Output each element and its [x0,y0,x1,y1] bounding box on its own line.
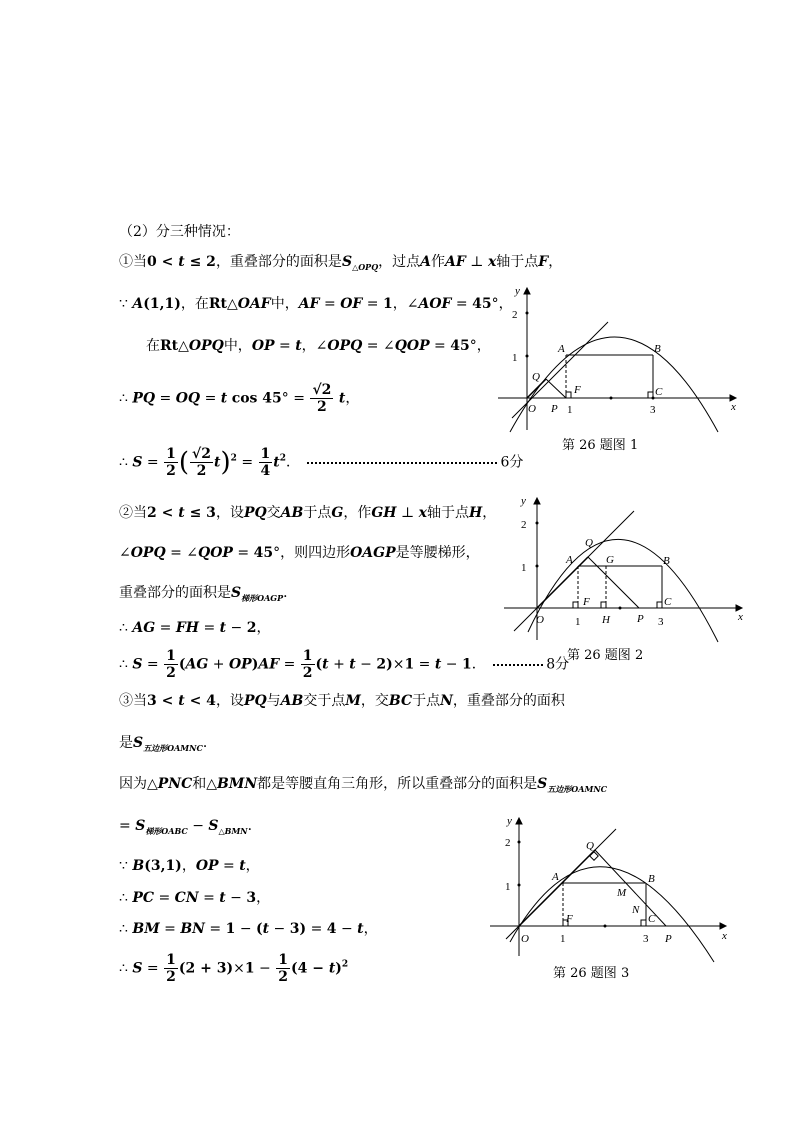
right-angle-c [657,602,662,608]
y-axis-arrow [524,288,530,294]
label-q: Q [585,537,593,549]
case1-intro: ①当0 < t ≤ 2，重叠部分的面积是$S_{\triangle OPQ}$，过点A作AF ⊥ x轴于点F， [119,254,563,272]
right-angle-f [573,602,578,608]
tick-x-3: 3 [658,616,664,628]
label-x: x [722,930,727,942]
figure-2 [500,492,760,642]
score-leader [307,462,497,464]
tick-y-1: 1 [521,562,527,574]
segment-qp [546,379,566,398]
case1-line4: ∴ PQ = OQ = t cos 45° = $\frac{√2}{2}$ t， [119,382,360,415]
segment-qp [595,850,666,926]
label-c: C [648,913,656,925]
right-angle-h [601,602,606,608]
case1-line2: ∵ A(1,1)，在Rt△OAF中，AF = OF = 1，∠AOF = 45°， [119,296,513,312]
tick-y-1: 1 [505,881,511,893]
case3-line6: ∴ PC = CN = t − 3， [119,890,271,906]
case2-line2: ∠OPQ = ∠QOP = 45°，则四边形OAGP是等腰梯形， [119,545,480,561]
case2-intro: ②当2 < t ≤ 3，设PQ交AB于点G，作GH ⊥ x轴于点H， [119,505,497,521]
figure-3-caption: 第 26 题图 3 [553,966,630,981]
label-x: x [738,611,743,623]
case3-line3: 因为△PNC和△BMN都是等腰直角三角形，所以重叠部分的面积是$S_{五边形OAMNC}$ [119,776,608,794]
label-y: y [507,815,512,827]
case2-line4: ∴ AG = FH = t − 2， [119,620,271,636]
parabola [510,867,714,962]
segment-oq [537,557,588,608]
right-angle-c [641,920,646,926]
tick-x-3: 3 [643,933,649,945]
label-c: C [655,386,663,398]
score-leader [493,664,543,666]
case3-line8: ∴ S = $\frac{1}{2}$ (2 + 3)×1 − $\frac{1}{2}$ $(4 - t)^2$ [119,952,349,985]
x-axis-arrow [720,923,726,929]
label-n: N [632,904,640,916]
tick-x-1: 1 [567,404,573,416]
label-b: B [654,343,661,355]
case1-line5: ∴ S = $\frac{1}{2}$ ( $\frac{√2}{2}$ t)$^2$ = $\frac{1}{4}$ $t^2$． 6分 [119,446,524,479]
label-p: P [637,613,644,625]
y-axis-arrow [516,818,522,824]
figure-2-caption: 第 26 题图 2 [567,648,644,663]
case3-line5: ∵ B(3,1)，OP = t， [119,858,260,874]
label-q: Q [532,371,540,383]
label-b: B [648,873,655,885]
label-p: P [551,403,558,415]
label-y: y [515,285,520,297]
label-f: F [574,384,581,396]
case2-score: 8分 [546,656,570,673]
part-heading: （2）分三种情况： [119,224,240,240]
figure-3 [488,812,748,962]
label-c: C [664,596,672,608]
tick-y-2: 2 [512,309,518,321]
label-o: O [536,614,544,626]
label-a: A [552,871,559,883]
case3-line4: = $S_{梯形OABC} - S_{\triangle BMN}$． [119,818,262,836]
label-a: A [566,554,573,566]
segment-oq [519,850,595,926]
label-y: y [521,495,526,507]
case2-line5: ∴ S = $\frac{1}{2}$ (AG + OP)AF = $\frac{1}{2}$ (t + t − 2)×1 = t − 1． 8分 [119,648,570,681]
label-o: O [521,933,529,945]
label-b: B [663,555,670,567]
label-h: H [602,614,610,626]
tick-y-2: 2 [521,519,527,531]
tick-y-2: 2 [505,837,511,849]
label-p: P [665,933,672,945]
tick-x-3: 3 [650,404,656,416]
case1-score: 6分 [500,454,524,471]
case3-line7: ∴ BM = BN = 1 − (t − 3) = 4 − t， [119,921,378,937]
label-f: F [566,913,573,925]
label-m: M [617,887,627,899]
label-x: x [731,401,736,413]
label-a: A [558,343,565,355]
line-oa [512,322,608,418]
case3-intro: ③当3 < t < 4，设PQ与AB交于点M，交BC于点N，重叠部分的面积 [119,693,565,709]
right-angle-f [566,392,571,398]
tick-x-1: 1 [575,616,581,628]
case2-line3: 重叠部分的面积是$S_{梯形OAGP}$． [119,585,298,603]
figure-1 [490,282,750,432]
label-o: O [528,403,536,415]
figure-1-caption: 第 26 题图 1 [562,438,639,453]
label-q: Q [586,840,594,852]
label-g: G [606,554,614,566]
parabola [528,539,718,642]
tick-x-1: 1 [560,933,566,945]
y-axis-arrow [534,498,540,504]
case1-line3: 在Rt△OPQ中，OP = t，∠OPQ = ∠QOP = 45°， [146,338,491,354]
case3-line2: 是$S_{五边形OAMNC}$． [119,735,217,753]
tick-y-1: 1 [512,352,518,364]
label-f: F [583,596,590,608]
